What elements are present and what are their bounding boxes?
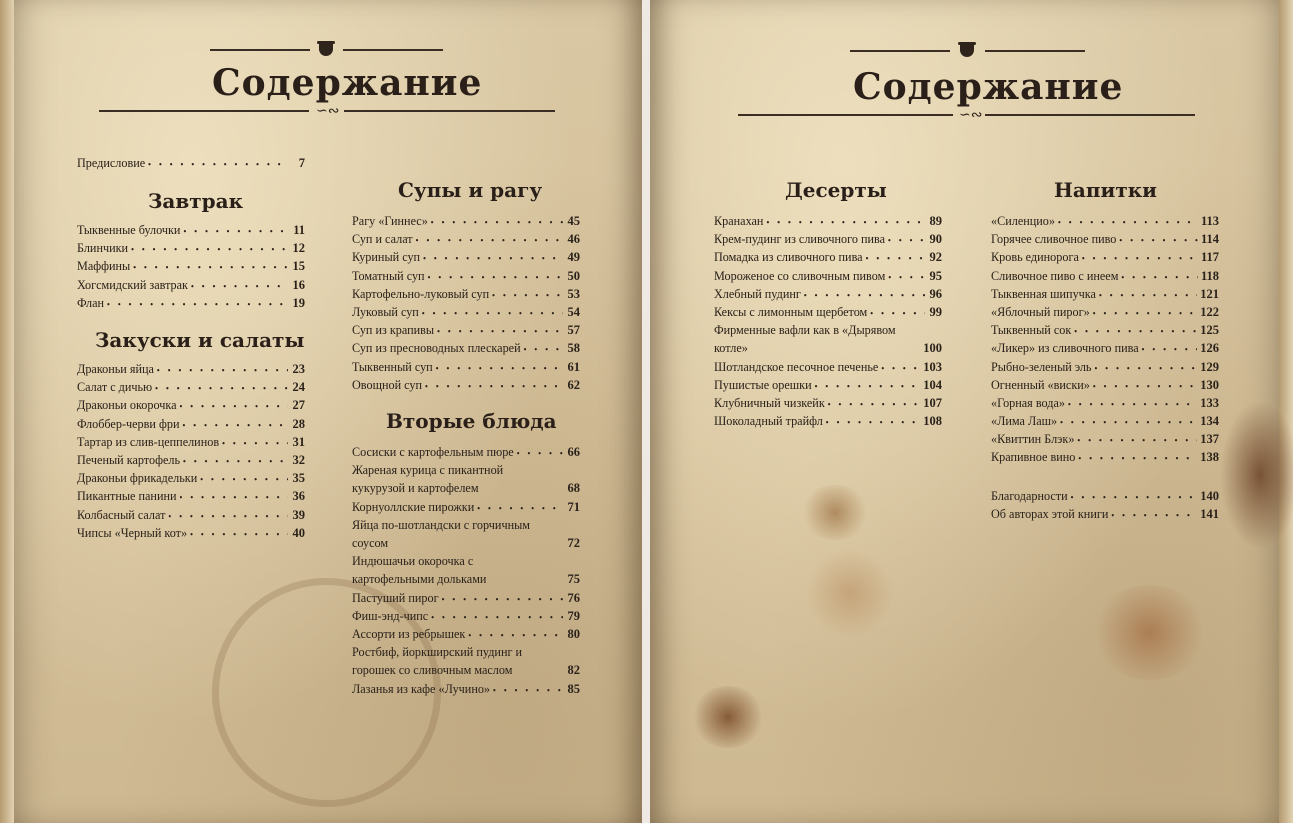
- toc-entry[interactable]: Тыквенный сок • • • 125: [991, 321, 1219, 339]
- toc-entry-about-authors[interactable]: Об авторах этой книги • • • 141: [991, 505, 1219, 523]
- toc-entry[interactable]: Маффины • • • 15: [77, 257, 305, 275]
- toc-entry[interactable]: Тыквенные булочки • • • 11: [77, 221, 305, 239]
- coffee-stain: [692, 686, 764, 748]
- coffee-stain: [1220, 400, 1293, 550]
- toc-entry[interactable]: Кранахан • • • 89: [714, 212, 942, 230]
- toc-entry[interactable]: Сосиски с картофельным пюре • • • 66: [352, 443, 580, 461]
- toc-entry[interactable]: Клубничный чизкейк • • • 107: [714, 394, 942, 412]
- toc-entry[interactable]: Салат с дичью • • • 24: [77, 378, 305, 396]
- toc-entry[interactable]: Кровь единорога • • • 117: [991, 248, 1219, 266]
- page-title: Содержание: [212, 62, 483, 104]
- toc-entry[interactable]: Лазанья из кафе «Лучино» • • • 85: [352, 680, 580, 698]
- toc-entry[interactable]: Флан • • • 19: [77, 294, 305, 312]
- toc-entry[interactable]: Жареная курица с пикантной кукурузой и картофелем 68: [352, 463, 580, 496]
- toc-entry[interactable]: Горячее сливочное пиво • • • 114: [991, 230, 1219, 248]
- toc-entry[interactable]: «Силенцио» • • • 113: [991, 212, 1219, 230]
- toc-entry[interactable]: Драконьи окорочка • • • 27: [77, 396, 305, 414]
- book-gutter: [642, 0, 650, 823]
- toc-entry[interactable]: Куриный суп • • • 49: [352, 248, 580, 266]
- toc-entry[interactable]: Шотландское песочное печенье • • • 103: [714, 358, 942, 376]
- soups-list: [352, 212, 580, 394]
- page-title: Содержание: [853, 66, 1124, 108]
- toc-entry[interactable]: Сливочное пиво с инеем • • • 118: [991, 267, 1219, 285]
- toc-entry[interactable]: Тыквенная шипучка • • • 121: [991, 285, 1219, 303]
- toc-entry[interactable]: Драконьи яйца • • • 23: [77, 360, 305, 378]
- toc-entry[interactable]: «Ликер» из сливочного пива • • • 126: [991, 339, 1219, 357]
- toc-entry[interactable]: Колбасный салат • • • 39: [77, 506, 305, 524]
- toc-entry[interactable]: Огненный «виски» • • • 130: [991, 376, 1219, 394]
- toc-label: Предисловие: [77, 156, 146, 170]
- toc-entry[interactable]: Ростбиф, йоркширский пудинг и горошек со сливочным маслом 82: [352, 645, 580, 678]
- drinks-list: [991, 212, 1219, 467]
- right-page: [650, 0, 1293, 823]
- snacks-list: [77, 360, 305, 542]
- toc-entry[interactable]: Пастуший пирог • • • 76: [352, 589, 580, 607]
- toc-entry[interactable]: Хлебный пудинг • • • 96: [714, 285, 942, 303]
- toc-entry[interactable]: Овощной суп • • • 62: [352, 376, 580, 394]
- coffee-stain: [800, 485, 870, 540]
- toc-entry[interactable]: Суп из крапивы • • • 57: [352, 321, 580, 339]
- section-heading-snacks: Закуски и салаты: [95, 328, 305, 352]
- toc-entry[interactable]: Хогсмидский завтрак • • • 16: [77, 276, 305, 294]
- breakfast-list: [77, 221, 305, 312]
- swirl-ornament-icon: ∽∾: [316, 103, 340, 119]
- section-heading-soups: Супы и рагу: [398, 178, 543, 202]
- toc-entry[interactable]: Индюшачьи окорочка с картофельными дольками 75: [352, 554, 580, 587]
- section-heading-mains: Вторые блюда: [386, 409, 557, 433]
- toc-entry-preface[interactable]: [77, 154, 305, 172]
- cauldron-icon: [319, 44, 333, 56]
- toc-entry[interactable]: Помадка из сливочного пива • • • 92: [714, 248, 942, 266]
- section-heading-desserts: Десерты: [785, 178, 887, 202]
- toc-entry[interactable]: Луковый суп • • • 54: [352, 303, 580, 321]
- coffee-stain: [1092, 585, 1207, 680]
- toc-entry[interactable]: «Горная вода» • • • 133: [991, 394, 1219, 412]
- toc-entry[interactable]: Тыквенный суп • • • 61: [352, 358, 580, 376]
- toc-entry[interactable]: Корнуоллские пирожки • • • 71: [352, 498, 580, 516]
- toc-entry[interactable]: Мороженое со сливочным пивом • • • 95: [714, 267, 942, 285]
- toc-entry[interactable]: Шоколадный трайфл • • • 108: [714, 412, 942, 430]
- toc-entry[interactable]: Фиш-энд-чипс • • • 79: [352, 607, 580, 625]
- toc-entry[interactable]: Рагу «Гиннес» • • • 45: [352, 212, 580, 230]
- toc-entry[interactable]: Пикантные панини • • • 36: [77, 487, 305, 505]
- preface-list: [77, 154, 305, 172]
- toc-entry[interactable]: «Лима Лаш» • • • 134: [991, 412, 1219, 430]
- toc-entry[interactable]: Пушистые орешки • • • 104: [714, 376, 942, 394]
- extras-list: [991, 487, 1219, 523]
- toc-entry[interactable]: Драконьи фрикадельки • • • 35: [77, 469, 305, 487]
- cauldron-icon: [960, 45, 974, 57]
- toc-entry[interactable]: Тартар из слив-цеппелинов • • • 31: [77, 433, 305, 451]
- coffee-stain: [805, 548, 895, 638]
- toc-entry[interactable]: Флоббер-черви фри • • • 28: [77, 415, 305, 433]
- desserts-list: [714, 212, 942, 430]
- toc-entry[interactable]: Печеный картофель • • • 32: [77, 451, 305, 469]
- toc-entry[interactable]: Ассорти из ребрышек • • • 80: [352, 625, 580, 643]
- toc-entry[interactable]: Суп и салат • • • 46: [352, 230, 580, 248]
- toc-entry[interactable]: «Квиттин Блэк» • • • 137: [991, 430, 1219, 448]
- toc-entry[interactable]: Блинчики • • • 12: [77, 239, 305, 257]
- toc-entry[interactable]: «Яблочный пирог» • • • 122: [991, 303, 1219, 321]
- toc-entry[interactable]: Кексы с лимонным щербетом • • • 99: [714, 303, 942, 321]
- toc-entry[interactable]: Рыбно-зеленый эль • • • 129: [991, 358, 1219, 376]
- toc-page: 7: [298, 156, 305, 170]
- toc-entry[interactable]: Суп из пресноводных плескарей • • • 58: [352, 339, 580, 357]
- page-edge: [0, 0, 14, 823]
- toc-entry[interactable]: Крем-пудинг из сливочного пива • • • 90: [714, 230, 942, 248]
- toc-entry[interactable]: Томатный суп • • • 50: [352, 267, 580, 285]
- toc-entry[interactable]: Крапивное вино • • • 138: [991, 448, 1219, 466]
- mains-list: [352, 443, 580, 698]
- toc-entry[interactable]: Яйца по-шотландски с горчичным соусом 72: [352, 517, 580, 550]
- toc-entry[interactable]: Картофельно-луковый суп • • • 53: [352, 285, 580, 303]
- swirl-ornament-icon: ∽∾: [959, 107, 983, 123]
- toc-entry-acknowledgements[interactable]: Благодарности • • • 140: [991, 487, 1219, 505]
- toc-entry[interactable]: Фирменные вафли как в «Дырявом котле» 100: [714, 323, 942, 356]
- section-heading-drinks: Напитки: [1054, 178, 1157, 202]
- left-page: [0, 0, 642, 823]
- toc-entry[interactable]: Чипсы «Черный кот» • • • 40: [77, 524, 305, 542]
- section-heading-breakfast: Завтрак: [148, 189, 244, 213]
